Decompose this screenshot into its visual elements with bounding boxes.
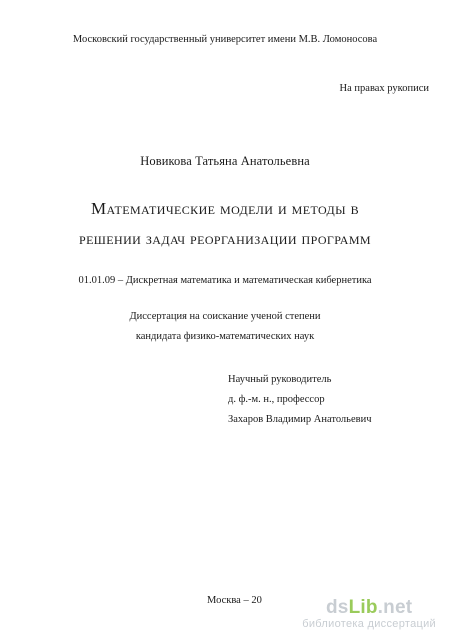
rights-notice: На правах рукописи: [339, 83, 429, 94]
author-name: Новикова Татьяна Анатольевна: [140, 154, 310, 168]
city-year: Москва – 20: [207, 595, 262, 606]
university-name: Московский государственный университет имени М.В. Ломоносова: [72, 34, 378, 45]
watermark-logo-suffix: .net: [377, 597, 413, 618]
supervisor-credentials: д. ф.-м. н., профессор: [228, 394, 325, 405]
supervisor-name: Захаров Владимир Анатольевич: [228, 414, 372, 425]
specialty-code: 01.01.09 – Дискретная математика и математическая кибернетика: [78, 275, 372, 286]
thesis-title-line-2: решении задач реорганизации программ: [79, 229, 371, 248]
degree-line-1: Диссертация на соискание ученой степени: [129, 311, 321, 322]
degree-line-2: кандидата физико-математических наук: [135, 331, 315, 342]
dslib-watermark[interactable]: [302, 598, 436, 630]
watermark-logo-prefix: ds: [326, 597, 349, 618]
watermark-logo-accent: Lib: [348, 597, 378, 618]
supervisor-role: Научный руководитель: [228, 374, 332, 385]
watermark-logo: [302, 598, 436, 617]
thesis-title-line-1: Математические модели и методы в: [90, 199, 360, 218]
watermark-subtitle: библиотека диссертаций: [302, 618, 436, 630]
